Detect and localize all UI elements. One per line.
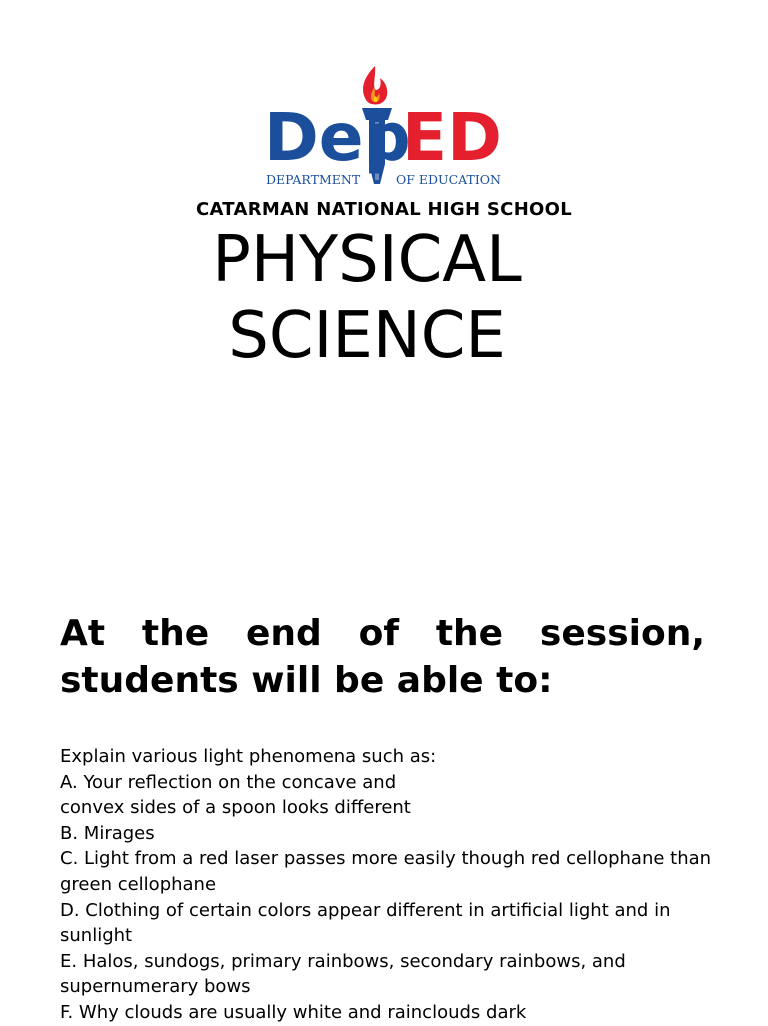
deped-logo (262, 62, 506, 192)
objectives-heading-line2: students will be able to: (60, 660, 553, 701)
subject-title-line1: PHYSICAL (212, 223, 522, 297)
objective-item: E. Halos, sundogs, primary rainbows, secondary rainbows, and supernumerary bows (60, 950, 626, 998)
objective-item: B. Mirages (60, 822, 155, 844)
tagline-right: OF EDUCATION (396, 172, 501, 187)
objective-item: convex sides of a spoon looks different (60, 797, 411, 819)
objective-item: D. Clothing of certain colors appear different in artificial light and in sunlight (60, 899, 671, 947)
subject-title-line2: SCIENCE (228, 299, 506, 373)
school-name: CATARMAN NATIONAL HIGH SCHOOL (195, 199, 573, 220)
objectives-heading (60, 610, 705, 704)
objectives-heading-line1: At the end of the session, (60, 613, 705, 654)
objective-item: F. Why clouds are usually white and rainclouds dark (60, 1001, 527, 1023)
objective-item: A. Your reflection on the concave and (60, 771, 397, 793)
objectives-list (60, 744, 720, 1026)
brand-text-ed: ED (402, 99, 502, 176)
tagline-left: DEPARTMENT (266, 172, 361, 187)
subject-title (0, 222, 734, 374)
objective-item: C. Light from a red laser passes more easily though red cellophane than green cellophane (60, 848, 712, 895)
brand-text-dep: Dep (264, 99, 411, 176)
objectives-intro: Explain various light phenomena such as: (60, 746, 437, 767)
